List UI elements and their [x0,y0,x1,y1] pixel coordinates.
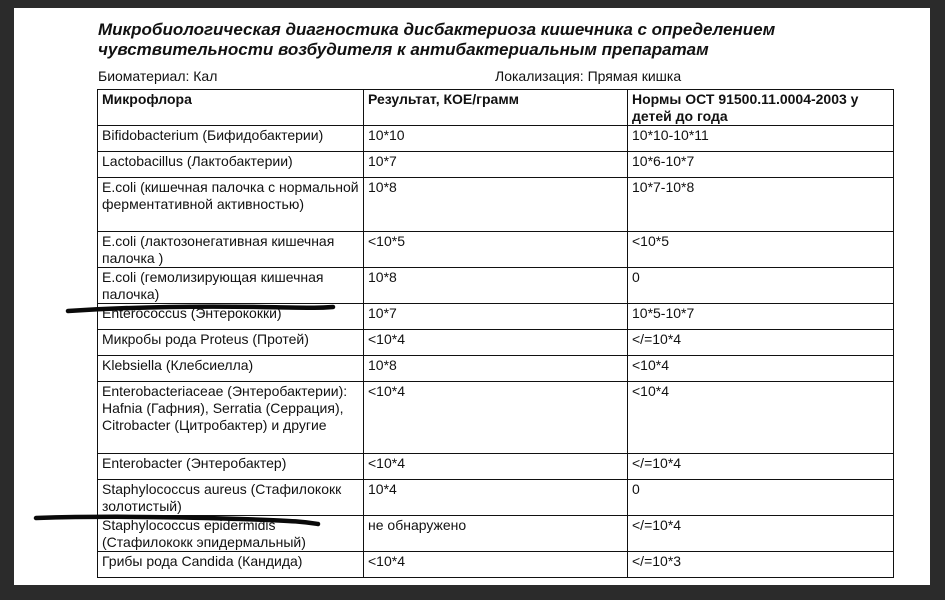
header-microflora: Микрофлора [98,90,364,126]
cell-result: <10*4 [364,382,628,454]
screen-frame-left [0,0,14,600]
cell-result: <10*4 [364,454,628,480]
table-row [98,480,894,516]
cell-norm: </=10*4 [628,330,894,356]
cell-norm: </=10*4 [628,516,894,552]
cell-microflora: Микробы рода Proteus (Протей) [98,330,364,356]
cell-norm: 10*5-10*7 [628,304,894,330]
cell-microflora: E.coli (лактозонегативная кишечная палочка ) [98,232,364,268]
cell-norm: </=10*4 [628,454,894,480]
cell-microflora: Грибы рода Candida (Кандида) [98,552,364,578]
cell-norm: 0 [628,268,894,304]
table-row [98,232,894,268]
cell-result: 10*4 [364,480,628,516]
cell-result: 10*7 [364,152,628,178]
cell-microflora: Staphylococcus aureus (Стафилококк золотистый) [98,480,364,516]
table-row [98,126,894,152]
cell-result: 10*8 [364,178,628,232]
table-row [98,152,894,178]
cell-microflora: Enterobacter (Энтеробактер) [98,454,364,480]
table-row [98,454,894,480]
cell-norm: 10*7-10*8 [628,178,894,232]
screen-frame-right [930,0,945,600]
screen-frame-bottom [0,585,945,600]
table-row [98,552,894,578]
cell-result: <10*4 [364,552,628,578]
header-result: Результат, КОЕ/грамм [364,90,628,126]
cell-norm: <10*5 [628,232,894,268]
table-row [98,304,894,330]
cell-result: <10*4 [364,330,628,356]
cell-norm: <10*4 [628,382,894,454]
cell-norm: <10*4 [628,356,894,382]
document-title: Микробиологическая диагностика дисбактериоза кишечника с определением чувствительности возбудителя к антибактериальным препаратам [98,20,776,59]
cell-result: 10*8 [364,268,628,304]
cell-microflora: Klebsiella (Клебсиелла) [98,356,364,382]
cell-norm: </=10*3 [628,552,894,578]
cell-result: 10*7 [364,304,628,330]
cell-result: не обнаружено [364,516,628,552]
cell-norm: 10*10-10*11 [628,126,894,152]
cell-result: 10*8 [364,356,628,382]
table-row [98,268,894,304]
screen-frame-top [0,0,945,8]
cell-norm: 0 [628,480,894,516]
table-header-row [98,90,894,126]
table-row [98,330,894,356]
cell-result: 10*10 [364,126,628,152]
table-row [98,178,894,232]
results-table [97,89,894,578]
cell-microflora: E.coli (гемолизирующая кишечная палочка) [98,268,364,304]
table-row [98,382,894,454]
cell-microflora: Enterobacteriaceae (Энтеробактерии): Hafnia (Гафния), Serratia (Серрация), Citrobacter (Цитробактер) и другие [98,382,364,454]
cell-microflora: Staphylococcus epidermidis (Стафилококк эпидермальный) [98,516,364,552]
localization-label: Локализация: Прямая кишка [495,68,682,84]
cell-microflora: Bifidobacterium (Бифидобактерии) [98,126,364,152]
table-row [98,356,894,382]
cell-microflora: E.coli (кишечная палочка с нормальной ферментативной активностью) [98,178,364,232]
cell-result: <10*5 [364,232,628,268]
cell-norm: 10*6-10*7 [628,152,894,178]
table-row [98,516,894,552]
biomaterial-label: Биоматериал: Кал [98,68,218,84]
cell-microflora: Enterococcus (Энтерококки) [98,304,364,330]
header-norms: Нормы ОСТ 91500.11.0004-2003 у детей до года [628,90,894,126]
cell-microflora: Lactobacillus (Лактобактерии) [98,152,364,178]
